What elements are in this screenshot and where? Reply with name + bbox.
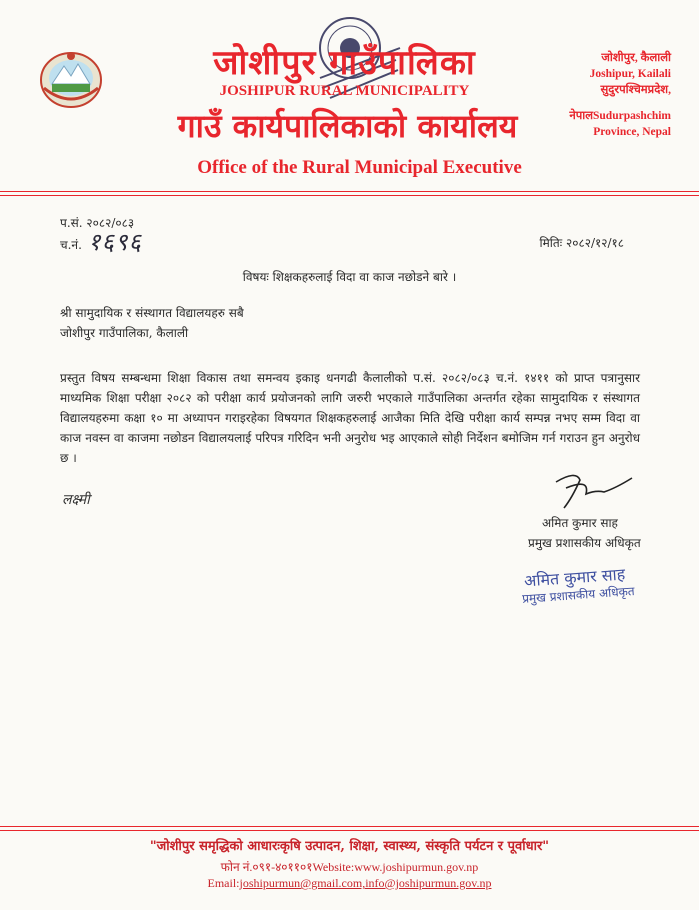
header-divider xyxy=(0,191,699,192)
address-line: नेपालSudurpashchim xyxy=(569,110,671,122)
address-line: Province, Nepal xyxy=(593,126,671,138)
signatory-name: अमित कुमार साह xyxy=(542,516,618,530)
footer-email xyxy=(0,876,699,891)
dispatch-label: च.नं. xyxy=(60,238,82,252)
municipality-title-np: जोशीपुर गाउँपालिका xyxy=(213,43,476,83)
office-title-np: गाउँ कार्यपालिकाको कार्यालय xyxy=(177,107,518,145)
address-line: Joshipur, Kailali xyxy=(589,68,671,80)
recipient-line: श्री सामुदायिक र संस्थागत विद्यालयहरु सबै xyxy=(60,306,244,320)
address-line: जोशीपुर, कैलाली xyxy=(601,52,671,64)
dispatch-number-handwritten: १६९६ xyxy=(88,228,142,256)
footer-phone-website: फोन नं.०९१-४०११०१Website:www.joshipurmun.gov.np xyxy=(220,860,479,874)
letter-date: मितिः २०८२/१२/१८ xyxy=(539,236,624,250)
reference-number: प.सं. २०८२/०८३ xyxy=(60,216,135,230)
footer-slogan: "जोशीपुर समृद्धिको आधारःकृषि उत्पादन, शिक्षा, स्वास्थ्य, संस्कृति पर्यटन र पूर्वाधार" xyxy=(149,839,550,854)
footer-divider xyxy=(0,830,699,831)
municipality-title-en: JOSHIPUR RURAL MUNICIPALITY xyxy=(219,83,470,99)
signature-icon xyxy=(546,468,638,512)
office-title-en: Office of the Rural Municipal Executive xyxy=(197,157,522,178)
office-address xyxy=(569,50,671,140)
footer-divider xyxy=(0,826,699,827)
email-label: Email: xyxy=(207,876,240,890)
title-stamp: प्रमुख प्रशासकीय अधिकृत xyxy=(521,584,636,606)
name-stamp: अमित कुमार साह xyxy=(523,564,626,591)
recipient-line: जोशीपुर गाउँपालिका, कैलाली xyxy=(60,326,189,340)
signatory-title: प्रमुख प्रशासकीय अधिकृत xyxy=(528,536,641,550)
email-link[interactable]: joshipurmun@gmail.com,info@joshipurmun.gov.np xyxy=(239,876,492,890)
letter-subject: विषयः शिक्षकहरुलाई विदा वा काज नछोडने बारे । xyxy=(242,270,457,284)
header-divider xyxy=(0,195,699,196)
letter-body: प्रस्तुत विषय सम्बन्धमा शिक्षा विकास तथा समन्वय इकाइ धनगढी कैलालीको प.सं. २०८२/०८३ च.नं. १४११ को प्राप्त पत्रानुसार माध्यमिक शिक्षा परीक्षा २०८२ को परीक्षा कार्य प्रयोजनको लागि जरुरी भएकाले गाउँपालिका अन्तर्गत रहेका सामुदायिक र संस्थागत विद्यालयहरुमा कक्षा १० मा अध्यापन गराइरहेका विषयगत शिक्षकहरुलाई आजैका मिति देखि परीक्षा कार्य सम्पन्न नभए सम्म विदा वा काज नवस्न वा काजमा नछोडन विद्यालयलाई परिपत्र गरिदिन भनी अनुरोध भइ आएकाले सोही निर्देशन बमोजिम गर्न गराउन हुन अनुरोध छ । xyxy=(60,371,640,465)
handwritten-initial: लक्ष्मी xyxy=(62,492,90,508)
address-line: सुदुरपश्चिमप्रदेश, xyxy=(600,84,671,96)
